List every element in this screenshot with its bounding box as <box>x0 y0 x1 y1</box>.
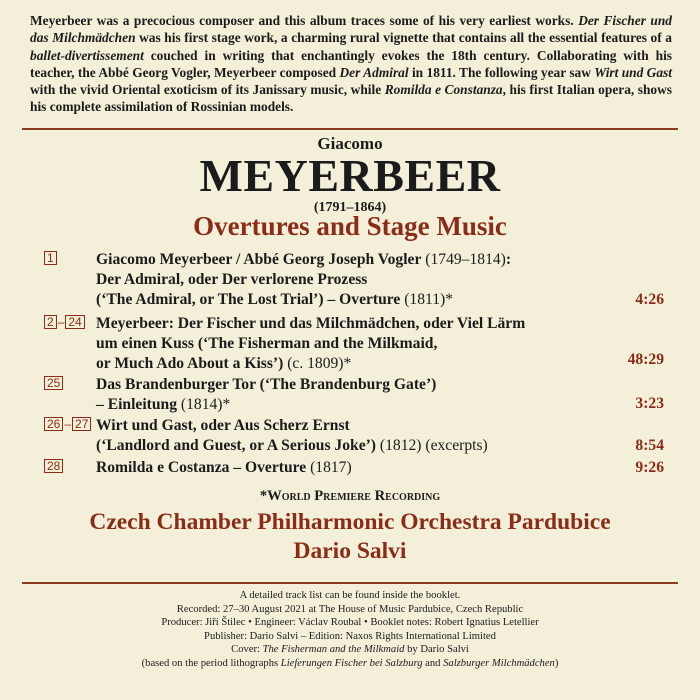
track-duration: 4:26 <box>635 291 664 308</box>
credits-block <box>0 589 700 670</box>
track-year: (c. 1809)* <box>283 355 352 372</box>
credits-line: A detailed track list can be found inside the booklet. <box>239 590 461 601</box>
album-title: Overtures and Stage Music <box>193 211 507 241</box>
track-number <box>44 459 63 473</box>
track-number <box>44 376 63 390</box>
track-title-line: (‘The Admiral, or The Lost Trial’) – Overture <box>96 291 401 308</box>
track-title-line: – Einleitung <box>96 396 178 413</box>
track-number <box>44 251 57 265</box>
track-duration: 3:23 <box>635 395 664 412</box>
intro-work-title: Romilda e Constanza <box>384 82 503 98</box>
track-number-start: 1 <box>44 251 57 265</box>
track-number-end: 24 <box>65 315 84 329</box>
credits-line <box>0 643 700 657</box>
premiere-note: *World Premiere Recording <box>259 488 441 504</box>
track-title <box>96 250 616 310</box>
conductor-name: Dario Salvi <box>293 538 407 564</box>
track-title <box>96 416 616 456</box>
intro-text: in 1811. The following year saw <box>408 64 595 80</box>
track-year: (1817) <box>306 459 352 476</box>
track-number: 26 – 27 <box>44 417 91 431</box>
track-title-line: (‘Landlord and Guest, or A Serious Joke’) <box>96 437 377 454</box>
credits-line: Publisher: Dario Salvi – Edition: Naxos Rights International Limited <box>204 630 496 642</box>
intro-text: Meyerbeer was a precocious composer and this album traces some of his very earliest works. <box>30 13 579 28</box>
track-duration: 9:26 <box>635 459 664 476</box>
track-title-line: or Much Ado About a Kiss’) <box>96 355 284 372</box>
track-title-line: Romilda e Costanza – Overture <box>96 459 307 476</box>
intro-term: ballet-divertissement <box>30 47 144 63</box>
intro-paragraph <box>30 12 672 116</box>
track-title <box>96 458 616 478</box>
track-number-end: 27 <box>72 417 91 431</box>
composer-dates: (1791–1864) <box>313 200 387 215</box>
track-title-line: Der Admiral, oder Der verlorene Prozess <box>96 271 368 288</box>
orchestra-name: Czech Chamber Philharmonic Orchestra Pardubice <box>89 509 611 535</box>
intro-text: , his first Italian opera, shows his complete assimilation of Rossinian models. <box>30 82 672 115</box>
intro-text: couched in writing that enchantingly evokes the 18th century. Collaborating with his teacher, the Abbé Georg Vogler, Meyerbeer composed <box>30 47 672 80</box>
credits-text: by Dario Salvi <box>404 644 469 655</box>
track-number-start: 26 <box>44 417 63 431</box>
track-year: (1814)* <box>177 396 231 413</box>
composer-block <box>0 134 700 217</box>
track-year: (1812) (excerpts) <box>376 437 488 454</box>
credits-cover-title: The Fisherman and the Milkmaid <box>262 644 405 655</box>
track-title-line: Wirt und Gast, oder Aus Scherz Ernst <box>96 417 350 434</box>
track-number-start: 28 <box>44 459 63 473</box>
track-number: 2 – 24 <box>44 315 85 329</box>
credits-litho-title: Lieferungen Fischer bei Salzburg <box>280 657 423 669</box>
divider-bottom <box>22 582 678 584</box>
composer-first-name: Giacomo <box>317 134 383 153</box>
track-punct: : <box>505 251 512 268</box>
intro-text: with the vivid Oriental exoticism of its Janissary music, while <box>30 82 385 98</box>
track-number-start: 2 <box>44 315 57 329</box>
track-title-line: Das Brandenburger Tor (‘The Brandenburg Gate’) <box>96 376 437 393</box>
divider-top <box>22 128 678 130</box>
composer-last-name: MEYERBEER <box>199 150 501 201</box>
track-years: (1749–1814) <box>421 251 506 268</box>
credits-text: Cover: <box>231 644 263 655</box>
credits-line <box>0 657 700 671</box>
track-title <box>96 314 616 374</box>
intro-work-title: Der Fischer und das Milchmädchen <box>30 13 672 46</box>
intro-text: was his first stage work, a charming rural vignette that contains all the essential features of a <box>135 30 672 46</box>
track-title-line: Giacomo Meyerbeer / Abbé Georg Joseph Vogler <box>96 251 422 268</box>
track-duration: 48:29 <box>627 351 664 368</box>
credits-line: Producer: Jiří Štilec • Engineer: Václav Roubal • Booklet notes: Robert Ignatius Letellier <box>161 617 539 628</box>
track-year: (1811)* <box>400 291 454 308</box>
credits-text: and <box>422 657 444 669</box>
credits-text: (based on the period lithographs <box>141 657 281 669</box>
credits-text: ) <box>554 657 559 669</box>
track-title <box>96 375 616 415</box>
track-number-start: 25 <box>44 376 63 390</box>
credits-line: Recorded: 27–30 August 2021 at The House of Music Pardubice, Czech Republic <box>176 603 524 615</box>
credits-litho-title: Salzburger Milchmädchen <box>443 657 555 669</box>
track-duration: 8:54 <box>635 437 664 454</box>
track-title-line: Meyerbeer: Der Fischer und das Milchmädchen, oder Viel Lärm <box>96 315 526 332</box>
intro-work-title: Der Admiral <box>339 64 409 80</box>
track-title-line: um einen Kuss (‘The Fisherman and the Milkmaid, <box>96 335 438 352</box>
intro-work-title: Wirt und Gast <box>594 64 672 80</box>
